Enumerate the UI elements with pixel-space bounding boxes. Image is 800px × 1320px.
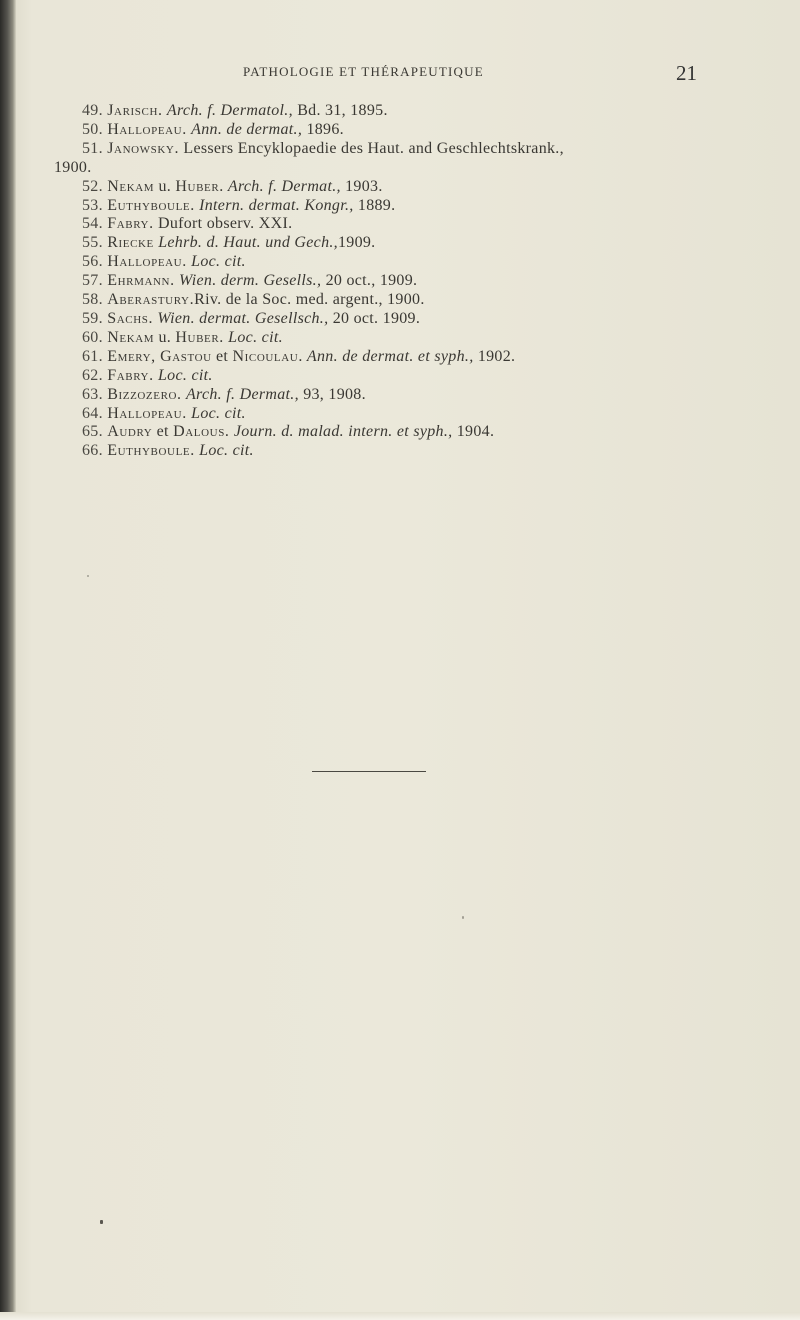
reference-journal: Loc. cit. [199, 442, 254, 460]
page-number: 21 [676, 61, 697, 85]
reference-author: Emery, [107, 347, 156, 365]
reference-author: Hallopeau. [107, 404, 187, 422]
scan-speck [87, 575, 89, 577]
reference-author: Euthyboule. [107, 196, 195, 214]
reference-item [54, 139, 722, 178]
reference-number: 60. [82, 328, 103, 346]
page-bottom-edge [0, 1312, 800, 1320]
reference-number: 49. [82, 102, 103, 119]
reference-journal: Arch. f. Dermat., [185, 385, 299, 403]
section-end-rule [312, 771, 426, 772]
reference-author: Nekam [107, 328, 155, 346]
reference-author: Ehrmann. [107, 272, 175, 290]
reference-text: et [152, 423, 174, 441]
reference-number: 53. [82, 196, 103, 214]
reference-author: Hallopeau. [107, 120, 187, 138]
reference-number: 64. [82, 404, 103, 422]
reference-journal: Ann. de dermat. et syph., [302, 347, 474, 365]
reference-item [82, 178, 722, 197]
reference-journal: Intern. dermat. Kongr., [199, 196, 354, 214]
reference-number: 51. [82, 139, 103, 157]
reference-details: 1904. [452, 423, 495, 441]
reference-item [82, 329, 722, 348]
reference-author: Hallopeau. [107, 253, 187, 271]
reference-number: 66. [82, 442, 103, 460]
reference-item [82, 234, 722, 253]
reference-journal: Loc. cit. [191, 404, 246, 422]
reference-item [82, 197, 722, 216]
reference-coauthor: Huber. [175, 177, 224, 195]
reference-details: Bd. 31, 1895. [292, 102, 388, 119]
reference-item [82, 102, 722, 121]
reference-text: Dufort observ. XXI. [153, 215, 293, 233]
reference-author: Sachs. [107, 309, 154, 327]
reference-author: Nekam [107, 177, 155, 195]
reference-number: 65. [82, 423, 103, 441]
reference-number: 59. [82, 309, 103, 327]
reference-details: 1909. [337, 234, 376, 252]
reference-author: Fabry. [107, 366, 154, 384]
reference-journal: Wien. dermat. Gesellsch., [157, 309, 329, 327]
reference-item [82, 121, 722, 140]
reference-details: 93, 1908. [298, 385, 366, 403]
reference-journal: Arch. f. Dermat., [223, 177, 341, 195]
reference-item [82, 423, 722, 442]
reference-list [54, 102, 722, 461]
reference-author: Audry [107, 423, 153, 441]
reference-number: 56. [82, 253, 103, 271]
reference-author: Riecke [107, 234, 154, 252]
reference-number: 63. [82, 385, 103, 403]
reference-journal: Lehrb. d. Haut. und Gech., [158, 234, 338, 252]
reference-text: u. [154, 328, 176, 346]
reference-author: Euthyboule. [107, 442, 195, 460]
reference-journal: Loc. cit. [223, 328, 283, 346]
reference-item [82, 367, 722, 386]
reference-item [82, 310, 722, 329]
reference-details: 20 oct., 1909. [321, 272, 418, 290]
reference-details: 1902. [473, 347, 516, 365]
reference-coauthor: Nicoulau. [232, 347, 303, 365]
reference-coauthor: Gastou [160, 347, 212, 365]
reference-details: 20 oct. 1909. [328, 309, 421, 327]
reference-coauthor: Dalous. [173, 423, 230, 441]
reference-item [82, 405, 722, 424]
reference-journal: Wien. derm. Gesells., [179, 272, 322, 290]
reference-number: 55. [82, 234, 103, 252]
reference-coauthor: Huber. [175, 328, 224, 346]
reference-text: et [211, 347, 233, 365]
reference-journal: Loc. cit. [157, 366, 213, 384]
reference-item [82, 348, 722, 367]
reference-journal: Journ. d. malad. intern. et syph., [229, 423, 453, 441]
reference-text: u. [154, 177, 176, 195]
reference-journal: Arch. f. Dermatol., [166, 102, 293, 119]
reference-number: 54. [82, 215, 103, 233]
reference-number: 57. [82, 272, 103, 290]
book-binding-edge [0, 0, 16, 1320]
scan-speck [100, 1220, 103, 1224]
reference-continuation: 1900. [54, 158, 92, 176]
scan-speck [462, 916, 464, 919]
reference-author: Bizzozero. [107, 385, 182, 403]
reference-item [82, 215, 722, 234]
reference-author: Aberastury. [107, 291, 195, 309]
reference-journal: Ann. de dermat., [191, 120, 303, 138]
running-head: PATHOLOGIE ET THÉRAPEUTIQUE [243, 64, 484, 79]
reference-text: Lessers Encyklopaedie des Haut. and Geschlechtskrank., [179, 139, 564, 157]
reference-item [82, 386, 722, 405]
reference-author: Jarisch. [107, 102, 163, 119]
reference-author: Janowsky. [107, 139, 180, 157]
reference-item [82, 253, 722, 272]
reference-item [82, 442, 722, 461]
reference-details: 1903. [340, 177, 383, 195]
reference-number: 62. [82, 366, 103, 384]
reference-details: 1896. [302, 120, 344, 138]
reference-author: Fabry. [107, 215, 154, 233]
reference-number: 61. [82, 347, 103, 365]
reference-text: Riv. de la Soc. med. argent., 1900. [194, 291, 425, 309]
reference-details: 1889. [353, 196, 396, 214]
reference-item [82, 291, 722, 310]
reference-number: 58. [82, 291, 103, 309]
reference-number: 50. [82, 120, 103, 138]
reference-item [82, 272, 722, 291]
reference-journal: Loc. cit. [191, 253, 246, 271]
reference-number: 52. [82, 177, 103, 195]
